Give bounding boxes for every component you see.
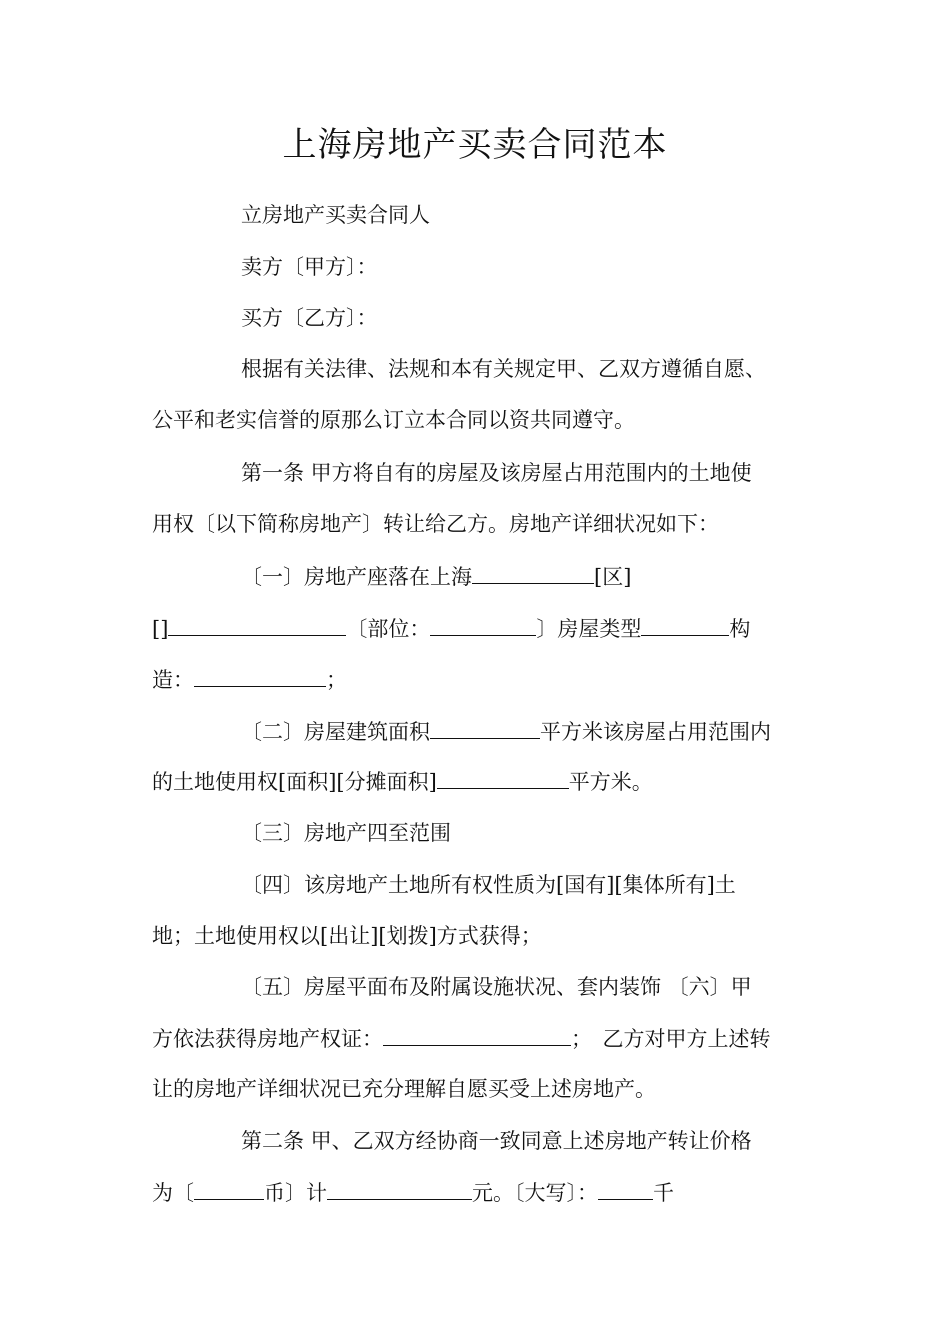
contract-parties-heading: 立房地产买卖合同人 <box>241 203 430 227</box>
item-5-6-line-1: 〔五〕房屋平面布及附属设施状况、套内装饰 〔六〕甲 <box>241 975 752 999</box>
semicolon: ； <box>326 668 347 692</box>
district-bracket: [区] <box>594 565 632 589</box>
item-1-line-3 <box>152 664 347 695</box>
building-area-label: 〔二〕房屋建筑面积 <box>241 720 430 744</box>
item-2-line-2 <box>152 766 653 797</box>
bracket-text: [] <box>152 617 169 641</box>
structure-blank[interactable] <box>194 664 326 687</box>
article-2-line-1: 第二条 甲、乙双方经协商一致同意上述房地产转让价格 <box>241 1129 752 1153</box>
land-area-label: 的土地使用权[面积][分摊面积] <box>152 770 437 794</box>
certificate-blank[interactable] <box>383 1023 571 1046</box>
item-6-line-3: 让的房地产详细状况已充分理解自愿买受上述房地产。 <box>152 1077 656 1101</box>
item-1-line-2 <box>152 613 750 644</box>
item-4-line-2: 地；土地使用权以[出让][划拨]方式获得； <box>152 924 542 948</box>
house-type-label: 〕房屋类型 <box>536 617 642 641</box>
item-6-line-2 <box>152 1023 771 1054</box>
position-blank[interactable] <box>430 613 536 636</box>
land-area-blank[interactable] <box>437 766 569 789</box>
currency-label-open: 为〔 <box>152 1181 194 1205</box>
house-type-blank[interactable] <box>641 613 729 636</box>
position-label: 〔部位： <box>346 617 431 641</box>
currency-blank[interactable] <box>194 1177 264 1200</box>
article-1-line-2: 用权〔以下简称房地产〕转让给乙方。房地产详细状况如下： <box>152 512 719 536</box>
item-1-line-1 <box>241 561 631 592</box>
thousands-label: 千 <box>653 1181 674 1205</box>
document-title: 上海房地产买卖合同范本 <box>282 125 668 165</box>
land-area-unit: 平方米。 <box>568 770 653 794</box>
thousands-blank[interactable] <box>598 1177 653 1200</box>
building-area-blank[interactable] <box>430 716 540 739</box>
building-area-unit: 平方米该房屋占用范围内 <box>540 720 771 744</box>
certificate-label: 方依法获得房地产权证： <box>152 1027 383 1051</box>
item-3-line: 〔三〕房地产四至范围 <box>241 821 451 845</box>
item-4-line-1: 〔四〕该房地产土地所有权性质为[国有][集体所有]土 <box>241 873 736 897</box>
preamble-line-1: 根据有关法律、法规和本有关规定甲、乙双方遵循自愿、 <box>241 357 766 381</box>
district-blank[interactable] <box>472 561 594 584</box>
item-2-line-1 <box>241 716 771 747</box>
price-uppercase-label: 元。〔大写〕： <box>472 1181 598 1205</box>
structure-label-end: 造： <box>152 668 194 692</box>
seller-line: 卖方〔甲方〕： <box>241 255 378 279</box>
currency-label-close: 币〕计 <box>264 1181 327 1205</box>
preamble-line-2: 公平和老实信誉的原那么订立本合同以资共同遵守。 <box>152 408 635 432</box>
structure-label-start: 构 <box>729 617 751 641</box>
buyer-acknowledge-start: ； 乙方对甲方上述转 <box>571 1027 771 1051</box>
buyer-line: 买方〔乙方〕： <box>241 306 378 330</box>
article-1-line-1: 第一条 甲方将自有的房屋及该房屋占用范围内的土地使 <box>241 461 752 485</box>
article-2-line-2 <box>152 1177 674 1208</box>
location-blank[interactable] <box>168 613 346 636</box>
price-blank[interactable] <box>327 1177 472 1200</box>
item-1-text: 〔一〕房地产座落在上海 <box>241 565 472 589</box>
